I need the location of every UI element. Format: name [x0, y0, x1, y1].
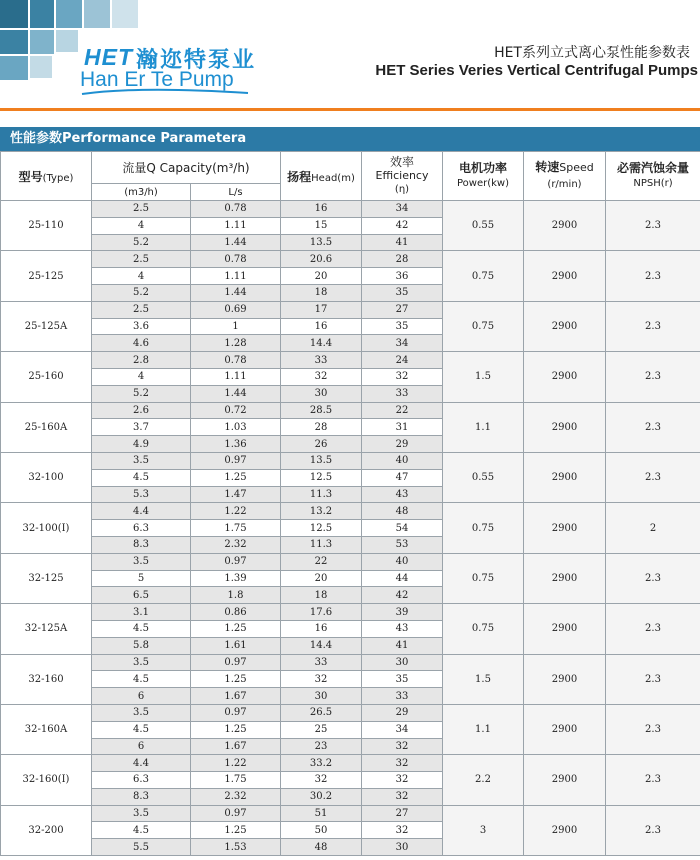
npsh-cell: 2.3	[606, 402, 700, 452]
capacity-m3h-cell: 8.3	[92, 788, 191, 805]
capacity-ls-cell: 0.97	[191, 704, 281, 721]
speed-cell: 2900	[524, 805, 606, 855]
capacity-ls-cell: 0.97	[191, 805, 281, 822]
npsh-cell: 2.3	[606, 352, 700, 402]
capacity-m3h-cell: 4.9	[92, 436, 191, 453]
efficiency-cell: 34	[362, 335, 443, 352]
capacity-ls-cell: 1.11	[191, 368, 281, 385]
efficiency-cell: 32	[362, 822, 443, 839]
head-cell: 30	[281, 385, 362, 402]
capacity-m3h-cell: 4	[92, 368, 191, 385]
decor-square	[56, 0, 82, 28]
speed-cell: 2900	[524, 301, 606, 351]
model-cell: 25-125A	[1, 301, 92, 351]
head-cell: 13.5	[281, 234, 362, 251]
head-cell: 30.2	[281, 788, 362, 805]
speed-cell: 2900	[524, 402, 606, 452]
capacity-ls-cell: 1.39	[191, 570, 281, 587]
capacity-ls-cell: 1	[191, 318, 281, 335]
power-cell: 0.75	[443, 503, 524, 553]
head-cell: 32	[281, 671, 362, 688]
power-cell: 0.75	[443, 553, 524, 603]
efficiency-cell: 34	[362, 721, 443, 738]
capacity-ls-cell: 1.44	[191, 234, 281, 251]
npsh-cell: 2.3	[606, 654, 700, 704]
capacity-m3h-cell: 6.3	[92, 772, 191, 789]
capacity-m3h-cell: 4.5	[92, 620, 191, 637]
efficiency-cell: 32	[362, 772, 443, 789]
capacity-m3h-cell: 4.5	[92, 671, 191, 688]
head-cell: 22	[281, 553, 362, 570]
head-cell: 13.2	[281, 503, 362, 520]
npsh-cell: 2.3	[606, 704, 700, 754]
head-cell: 17.6	[281, 604, 362, 621]
capacity-ls-cell: 1.25	[191, 469, 281, 486]
table-row	[1, 402, 700, 419]
speed-cell: 2900	[524, 452, 606, 502]
table-row	[1, 654, 700, 671]
head-cell: 23	[281, 738, 362, 755]
efficiency-cell: 32	[362, 368, 443, 385]
power-cell: 0.55	[443, 452, 524, 502]
table-row	[1, 452, 700, 469]
power-cell: 0.75	[443, 251, 524, 301]
head-cell: 33.2	[281, 755, 362, 772]
table-row	[1, 805, 700, 822]
efficiency-cell: 42	[362, 217, 443, 234]
capacity-m3h-cell: 5.8	[92, 637, 191, 654]
capacity-m3h-cell: 5.5	[92, 839, 191, 856]
capacity-m3h-cell: 2.6	[92, 402, 191, 419]
header-divider	[0, 108, 700, 111]
speed-cell: 2900	[524, 352, 606, 402]
page-title-english: HET Series Veries Vertical Centrifugal Pumps	[375, 62, 698, 79]
model-cell: 32-200	[1, 805, 92, 855]
capacity-ls-cell: 0.78	[191, 352, 281, 369]
efficiency-cell: 40	[362, 452, 443, 469]
capacity-ls-cell: 1.67	[191, 738, 281, 755]
table-row	[1, 553, 700, 570]
head-cell: 26	[281, 436, 362, 453]
table-row	[1, 201, 700, 218]
power-cell: 3	[443, 805, 524, 855]
efficiency-cell: 30	[362, 654, 443, 671]
head-cell: 26.5	[281, 704, 362, 721]
head-cell: 11.3	[281, 536, 362, 553]
efficiency-cell: 29	[362, 436, 443, 453]
efficiency-cell: 33	[362, 688, 443, 705]
capacity-ls-cell: 2.32	[191, 788, 281, 805]
capacity-m3h-cell: 6.5	[92, 587, 191, 604]
head-cell: 20	[281, 570, 362, 587]
capacity-ls-cell: 1.53	[191, 839, 281, 856]
efficiency-cell: 27	[362, 301, 443, 318]
capacity-ls-cell: 2.32	[191, 536, 281, 553]
npsh-cell: 2.3	[606, 755, 700, 805]
power-cell: 0.55	[443, 201, 524, 251]
head-cell: 28	[281, 419, 362, 436]
capacity-m3h-cell: 4.5	[92, 822, 191, 839]
capacity-ls-cell: 0.72	[191, 402, 281, 419]
model-cell: 32-125	[1, 553, 92, 603]
page-header	[0, 0, 700, 112]
capacity-ls-cell: 1.67	[191, 688, 281, 705]
capacity-m3h-cell: 4	[92, 268, 191, 285]
speed-cell: 2900	[524, 604, 606, 654]
decor-square	[84, 0, 110, 28]
capacity-m3h-cell: 6	[92, 688, 191, 705]
power-cell: 1.5	[443, 352, 524, 402]
efficiency-cell: 35	[362, 284, 443, 301]
speed-cell: 2900	[524, 201, 606, 251]
decor-square	[56, 30, 78, 52]
decor-square	[0, 0, 28, 28]
capacity-ls-cell: 1.25	[191, 620, 281, 637]
header-capacity-ls: L/s	[191, 184, 281, 201]
efficiency-cell: 22	[362, 402, 443, 419]
head-cell: 28.5	[281, 402, 362, 419]
logo-chinese-name: 瀚迩特泵业	[136, 48, 257, 73]
capacity-m3h-cell: 6.3	[92, 520, 191, 537]
model-cell: 25-160	[1, 352, 92, 402]
npsh-cell: 2.3	[606, 452, 700, 502]
head-cell: 13.5	[281, 452, 362, 469]
power-cell: 1.5	[443, 654, 524, 704]
efficiency-cell: 32	[362, 755, 443, 772]
capacity-ls-cell: 1.03	[191, 419, 281, 436]
npsh-cell: 2.3	[606, 301, 700, 351]
header-head: 扬程Head(m)	[281, 152, 362, 201]
capacity-ls-cell: 1.44	[191, 385, 281, 402]
capacity-m3h-cell: 3.1	[92, 604, 191, 621]
capacity-m3h-cell: 4	[92, 217, 191, 234]
npsh-cell: 2.3	[606, 201, 700, 251]
capacity-ls-cell: 1.25	[191, 671, 281, 688]
capacity-m3h-cell: 3.7	[92, 419, 191, 436]
page-title-chinese: HET系列立式离心泵性能参数表	[494, 45, 690, 61]
head-cell: 16	[281, 318, 362, 335]
head-cell: 33	[281, 352, 362, 369]
head-cell: 48	[281, 839, 362, 856]
capacity-m3h-cell: 5.2	[92, 284, 191, 301]
capacity-m3h-cell: 6	[92, 738, 191, 755]
head-cell: 15	[281, 217, 362, 234]
head-cell: 18	[281, 587, 362, 604]
efficiency-cell: 36	[362, 268, 443, 285]
capacity-ls-cell: 1.22	[191, 755, 281, 772]
model-cell: 25-110	[1, 201, 92, 251]
capacity-m3h-cell: 3.5	[92, 805, 191, 822]
logo-english-name: Han Er Te Pump	[80, 68, 234, 91]
efficiency-cell: 31	[362, 419, 443, 436]
capacity-m3h-cell: 4.4	[92, 503, 191, 520]
power-cell: 0.75	[443, 604, 524, 654]
decor-square	[0, 56, 28, 80]
capacity-m3h-cell: 3.6	[92, 318, 191, 335]
efficiency-cell: 33	[362, 385, 443, 402]
efficiency-cell: 41	[362, 234, 443, 251]
efficiency-cell: 32	[362, 788, 443, 805]
table-row	[1, 301, 700, 318]
capacity-m3h-cell: 4.6	[92, 335, 191, 352]
table-row	[1, 503, 700, 520]
header-capacity-m3h: (m3/h)	[92, 184, 191, 201]
capacity-m3h-cell: 5.2	[92, 385, 191, 402]
capacity-m3h-cell: 2.5	[92, 201, 191, 218]
power-cell: 1.1	[443, 704, 524, 754]
capacity-ls-cell: 1.11	[191, 217, 281, 234]
header-power: 电机功率 Power(kw)	[443, 152, 524, 201]
section-title: 性能参数Performance Parametera	[0, 127, 700, 151]
capacity-ls-cell: 1.75	[191, 520, 281, 537]
capacity-ls-cell: 0.69	[191, 301, 281, 318]
efficiency-cell: 47	[362, 469, 443, 486]
head-cell: 20.6	[281, 251, 362, 268]
model-cell: 25-160A	[1, 402, 92, 452]
efficiency-cell: 27	[362, 805, 443, 822]
capacity-ls-cell: 1.44	[191, 284, 281, 301]
head-cell: 12.5	[281, 469, 362, 486]
efficiency-cell: 34	[362, 201, 443, 218]
model-cell: 32-160	[1, 654, 92, 704]
capacity-m3h-cell: 3.5	[92, 452, 191, 469]
npsh-cell: 2.3	[606, 251, 700, 301]
capacity-m3h-cell: 4.5	[92, 469, 191, 486]
head-cell: 50	[281, 822, 362, 839]
efficiency-cell: 41	[362, 637, 443, 654]
efficiency-cell: 28	[362, 251, 443, 268]
head-cell: 16	[281, 620, 362, 637]
capacity-ls-cell: 0.78	[191, 201, 281, 218]
capacity-ls-cell: 0.86	[191, 604, 281, 621]
decor-square	[112, 0, 138, 28]
efficiency-cell: 42	[362, 587, 443, 604]
table-body	[1, 201, 700, 856]
capacity-ls-cell: 1.25	[191, 721, 281, 738]
head-cell: 32	[281, 772, 362, 789]
efficiency-cell: 32	[362, 738, 443, 755]
efficiency-cell: 43	[362, 486, 443, 503]
speed-cell: 2900	[524, 755, 606, 805]
head-cell: 17	[281, 301, 362, 318]
capacity-ls-cell: 0.78	[191, 251, 281, 268]
capacity-ls-cell: 1.25	[191, 822, 281, 839]
npsh-cell: 2	[606, 503, 700, 553]
efficiency-cell: 29	[362, 704, 443, 721]
efficiency-cell: 54	[362, 520, 443, 537]
head-cell: 14.4	[281, 335, 362, 352]
capacity-m3h-cell: 3.5	[92, 553, 191, 570]
efficiency-cell: 53	[362, 536, 443, 553]
speed-cell: 2900	[524, 251, 606, 301]
power-cell: 0.75	[443, 301, 524, 351]
header-type: 型号(Type)	[1, 152, 92, 201]
efficiency-cell: 43	[362, 620, 443, 637]
decor-square	[30, 0, 54, 28]
capacity-ls-cell: 0.97	[191, 452, 281, 469]
table-row	[1, 352, 700, 369]
efficiency-cell: 48	[362, 503, 443, 520]
header-efficiency: 效率 Efficiency (η)	[362, 152, 443, 201]
power-cell: 1.1	[443, 402, 524, 452]
npsh-cell: 2.3	[606, 553, 700, 603]
model-cell: 32-160(I)	[1, 755, 92, 805]
table-row	[1, 755, 700, 772]
capacity-m3h-cell: 2.8	[92, 352, 191, 369]
head-cell: 51	[281, 805, 362, 822]
head-cell: 20	[281, 268, 362, 285]
speed-cell: 2900	[524, 654, 606, 704]
head-cell: 18	[281, 284, 362, 301]
head-cell: 32	[281, 368, 362, 385]
capacity-m3h-cell: 2.5	[92, 301, 191, 318]
capacity-m3h-cell: 4.4	[92, 755, 191, 772]
efficiency-cell: 40	[362, 553, 443, 570]
decor-square	[30, 56, 52, 78]
capacity-ls-cell: 0.97	[191, 654, 281, 671]
model-cell: 32-100(I)	[1, 503, 92, 553]
efficiency-cell: 30	[362, 839, 443, 856]
header-speed: 转速Speed (r/min)	[524, 152, 606, 201]
table-row	[1, 604, 700, 621]
capacity-ls-cell: 1.75	[191, 772, 281, 789]
efficiency-cell: 35	[362, 671, 443, 688]
header-npsh: 必需汽蚀余量 NPSH(r)	[606, 152, 700, 201]
capacity-m3h-cell: 2.5	[92, 251, 191, 268]
capacity-ls-cell: 1.11	[191, 268, 281, 285]
table-row	[1, 704, 700, 721]
model-cell: 32-125A	[1, 604, 92, 654]
logo-het: HET	[84, 44, 133, 70]
head-cell: 14.4	[281, 637, 362, 654]
head-cell: 33	[281, 654, 362, 671]
capacity-ls-cell: 1.22	[191, 503, 281, 520]
performance-table	[0, 151, 700, 856]
npsh-cell: 2.3	[606, 805, 700, 855]
head-cell: 11.3	[281, 486, 362, 503]
head-cell: 25	[281, 721, 362, 738]
model-cell: 25-125	[1, 251, 92, 301]
decor-square	[0, 30, 28, 54]
capacity-m3h-cell: 8.3	[92, 536, 191, 553]
capacity-m3h-cell: 5.2	[92, 234, 191, 251]
head-cell: 12.5	[281, 520, 362, 537]
model-cell: 32-160A	[1, 704, 92, 754]
capacity-m3h-cell: 5	[92, 570, 191, 587]
capacity-m3h-cell: 5.3	[92, 486, 191, 503]
efficiency-cell: 24	[362, 352, 443, 369]
header-capacity: 流量Q Capacity(m³/h)	[92, 152, 281, 184]
capacity-ls-cell: 0.97	[191, 553, 281, 570]
capacity-ls-cell: 1.47	[191, 486, 281, 503]
capacity-ls-cell: 1.36	[191, 436, 281, 453]
model-cell: 32-100	[1, 452, 92, 502]
efficiency-cell: 35	[362, 318, 443, 335]
logo-swoosh-icon	[80, 88, 250, 98]
capacity-ls-cell: 1.61	[191, 637, 281, 654]
table-row	[1, 251, 700, 268]
capacity-ls-cell: 1.8	[191, 587, 281, 604]
head-cell: 30	[281, 688, 362, 705]
speed-cell: 2900	[524, 704, 606, 754]
capacity-m3h-cell: 3.5	[92, 654, 191, 671]
capacity-ls-cell: 1.28	[191, 335, 281, 352]
head-cell: 16	[281, 201, 362, 218]
capacity-m3h-cell: 4.5	[92, 721, 191, 738]
decor-square	[30, 30, 54, 54]
efficiency-cell: 44	[362, 570, 443, 587]
power-cell: 2.2	[443, 755, 524, 805]
speed-cell: 2900	[524, 503, 606, 553]
npsh-cell: 2.3	[606, 604, 700, 654]
speed-cell: 2900	[524, 553, 606, 603]
efficiency-cell: 39	[362, 604, 443, 621]
capacity-m3h-cell: 3.5	[92, 704, 191, 721]
